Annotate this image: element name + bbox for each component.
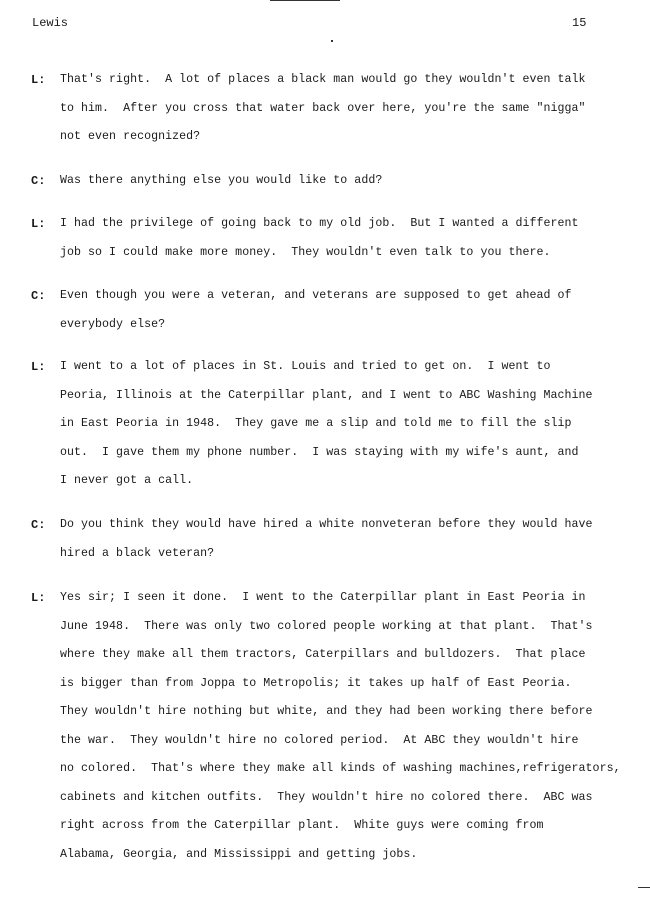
speaker-label: C:	[31, 518, 46, 532]
text-line: Was there anything else you would like to add?	[60, 174, 383, 187]
text-line: out. I gave them my phone number. I was staying with my wife's aunt, and	[60, 446, 579, 459]
speaker-label: L:	[31, 73, 46, 87]
text-line: Yes sir; I seen it done. I went to the Caterpillar plant in East Peoria in	[60, 591, 586, 604]
scan-mark	[638, 887, 650, 888]
text-line: in East Peoria in 1948. They gave me a slip and told me to fill the slip	[60, 417, 572, 430]
text-line: I never got a call.	[60, 474, 194, 487]
page-number: 15	[572, 16, 587, 30]
text-line: Do you think they would have hired a white nonveteran before they would have	[60, 518, 593, 531]
text-line: I went to a lot of places in St. Louis and tried to get on. I went to	[60, 360, 551, 373]
text-line: is bigger than from Joppa to Metropolis; it takes up half of East Peoria.	[60, 677, 572, 690]
text-line: I had the privilege of going back to my old job. But I wanted a different	[60, 217, 579, 230]
text-line: no colored. That's where they make all kinds of washing machines,refrigerators,	[60, 762, 621, 775]
speaker-label: C:	[31, 174, 46, 188]
text-line: the war. They wouldn't hire no colored period. At ABC they wouldn't hire	[60, 734, 579, 747]
text-line: Alabama, Georgia, and Mississippi and getting jobs.	[60, 848, 418, 861]
text-line: hired a black veteran?	[60, 547, 215, 560]
text-line: not even recognized?	[60, 130, 201, 143]
scan-mark	[331, 40, 333, 42]
text-line: June 1948. There was only two colored people working at that plant. That's	[60, 620, 593, 633]
text-line: That's right. A lot of places a black man would go they wouldn't even talk	[60, 73, 586, 86]
text-line: job so I could make more money. They wouldn't even talk to you there.	[60, 246, 551, 259]
text-line: They wouldn't hire nothing but white, and they had been working there before	[60, 705, 593, 718]
text-line: everybody else?	[60, 318, 166, 331]
text-line: to him. After you cross that water back over here, you're the same "nigga"	[60, 102, 586, 115]
scan-mark	[270, 0, 340, 1]
text-line: right across from the Caterpillar plant. White guys were coming from	[60, 819, 544, 832]
text-line: where they make all them tractors, Caterpillars and bulldozers. That place	[60, 648, 586, 661]
text-line: Peoria, Illinois at the Caterpillar plant, and I went to ABC Washing Machine	[60, 389, 593, 402]
speaker-label: L:	[31, 360, 46, 374]
speaker-label: L:	[31, 591, 46, 605]
header-name: Lewis	[32, 16, 69, 30]
text-line: Even though you were a veteran, and veterans are supposed to get ahead of	[60, 289, 572, 302]
speaker-label: C:	[31, 289, 46, 303]
text-line: cabinets and kitchen outfits. They wouldn't hire no colored there. ABC was	[60, 791, 593, 804]
speaker-label: L:	[31, 217, 46, 231]
